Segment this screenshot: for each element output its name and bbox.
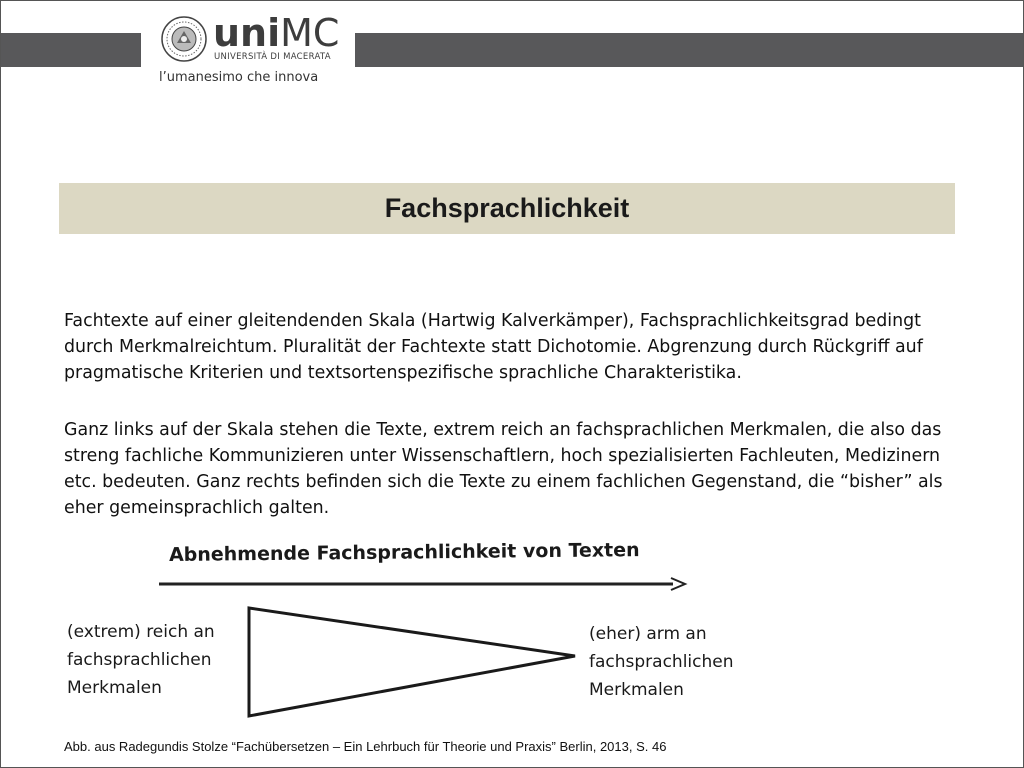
left-label-line: (extrem) reich an <box>67 622 215 642</box>
right-label-line: (eher) arm an <box>589 624 707 644</box>
tagline: l’umanesimo che innova <box>159 70 319 85</box>
logo-main-text: uni <box>213 11 281 55</box>
header-bar-right <box>355 33 1023 67</box>
scale-figure <box>41 536 801 726</box>
paragraph-1: Fachtexte auf einer gleitendenden Skala (Hartwig Kalverkämper), Fachsprachlichkeitsgrad bedingt durch Merkmalreichtum. Pluralität der Fachtexte statt Dichotomie. Abgrenzung durch Rückgriff auf pragmatische Kriterien und textsortenspezifische sprachliche Charakteristika. <box>64 311 923 383</box>
right-label-line: fachsprachlichen <box>589 652 734 672</box>
figure-heading: Abnehmende Fachsprachlichkeit von Texten <box>168 539 640 566</box>
figure-caption: Abb. aus Radegundis Stolze “Fachübersetzen – Ein Lehrbuch für Theorie und Praxis” Berlin, 2013, S. 46 <box>64 739 667 754</box>
scale-arrow-head <box>671 578 685 590</box>
logo-accent-text: MC <box>280 11 340 55</box>
figure-right-label <box>589 620 779 704</box>
logo-subtitle: UNIVERSITÀ DI MACERATA <box>214 52 331 62</box>
scale-wedge <box>249 608 575 716</box>
page-title: Fachsprachlichkeit <box>384 193 630 223</box>
header-bar-left <box>1 33 141 67</box>
paragraph-2: Ganz links auf der Skala stehen die Texte, extrem reich an fachsprachlichen Merkmalen, die also das streng fachliche Kommunizieren unter Wissenschaftlern, hoch spezialisierten Fachleuten, Medizinern etc. bedeuten. Ganz rechts befinden sich die Texte zu einem fachlichen Gegenstand, die “bisher” als eher gemeinsprachlich galten. <box>64 420 943 518</box>
right-label-line: Merkmalen <box>589 680 684 700</box>
title-band <box>59 183 955 234</box>
figure-left-label <box>67 618 257 702</box>
left-label-line: Merkmalen <box>67 678 162 698</box>
left-label-line: fachsprachlichen <box>67 650 212 670</box>
university-seal-icon <box>161 16 207 62</box>
university-logo-wordmark <box>213 11 339 55</box>
